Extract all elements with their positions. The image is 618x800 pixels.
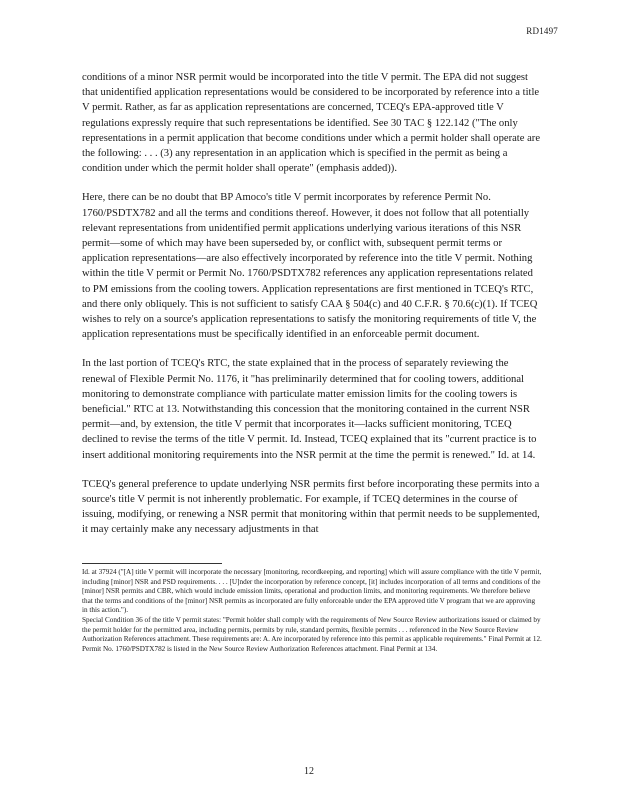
footnote-divider: [82, 563, 222, 564]
paragraph-2: Here, there can be no doubt that BP Amoco's title V permit incorporates by reference Permit No. 1760/PSDTX782 and all the terms and conditions thereof. However, it does not follow that all potentially relevant representations from unidentified permit applications underlying various iterations of this NSR permit—some of which may have been superseded by, or conflict with, subsequent permit terms or application representations—are also effectively incorporated by reference into the title V permit. Nothing within the title V permit or Permit No. 1760/PSDTX782 references any application representations related to PM emissions from the cooling towers. Application representations are first mentioned in TCEQ's RTC, and there only obliquely. This is not sufficient to satisfy CAA § 504(c) and 40 C.F.R. § 70.6(c)(1). If TCEQ wishes to rely on a source's application representations to satisfy the monitoring requirements of title V, the application representations must be specifically identified in an enforceable permit document.: [82, 192, 538, 341]
page-number: 12: [304, 766, 314, 777]
paragraph-4: TCEQ's general preference to update underlying NSR permits first before incorporating these permits into a source's title V permit is not inherently problematic. For example, if TCEQ determines in the course of issuing, modifying, or renewing a NSR permit that monitoring within that permit needs to be supplemented, it may certainly make any necessary adjustments in that: [82, 478, 540, 536]
document-id: RD1497: [526, 26, 558, 36]
footnote-1: Id. at 37924 ("[A] title V permit will incorporate the necessary [monitoring, recordkeeping, and reporting] which will assure compliance with the title V permit, including [minor] NSR and PSD requirements. . . . [U]nder the incorporation by reference concept, [it] includes incorporation of all terms and conditions of the [minor] NSR permits and CBR, which would include emission limits, operational and production limits, and monitoring requirements. We therefore believe that the terms and conditions of the [minor] NSR permits as incorporated are fully enforceable under the EPA approved title V program that we are approving in this action.").: [82, 568, 542, 615]
footnote-2: Special Condition 36 of the title V permit states: "Permit holder shall comply with the requirements of New Source Review authorizations issued or claimed by the permit holder for the permitted area, including permits, permits by rule, standard permits, flexible permits . . . referenced in the New Source Review Authorization References attachment. These requirements are: A. Are incorporated by reference into this permit as applicable requirements." Final Permit at 12. Permit No. 1760/PSDTX782 is listed in the New Source Review Authorization References attachment. Final Permit at 134.: [82, 615, 542, 653]
paragraph-1: conditions of a minor NSR permit would be incorporated into the title V permit. The EPA did not suggest that unidentified application representations would be considered to be incorporated by reference into a title V permit. Rather, as far as application representations are concerned, TCEQ's EPA-approved title V regulations expressly require that such representations be identified. See 30 TAC § 122.142 ("The only representations in a permit application that become conditions under which a permit holder shall operate are the following: . . . (3) any representation in an application which is specified in the permit as being a condition under which the permit holder shall operate" (emphasis added)).: [82, 72, 541, 175]
body-text: [82, 70, 542, 552]
footnotes: [82, 568, 542, 654]
paragraph-3: In the last portion of TCEQ's RTC, the state explained that in the process of separately reviewing the renewal of Flexible Permit No. 1176, it "has preliminarily determined that for cooling towers, additional monitoring to demonstrate compliance with particulate matter emission limits for the cooling towers is beneficial." RTC at 13. Notwithstanding this concession that the monitoring contained in the current NSR permit—and, by extension, the title V permit that incorporates it—lacks sufficient monitoring, TCEQ declined to revise the terms of the title V permit. Id. Instead, TCEQ explained that its "current practice is to insert additional monitoring requirements into the NSR permit at the time the permit is renewed." Id. at 14.: [82, 358, 537, 461]
